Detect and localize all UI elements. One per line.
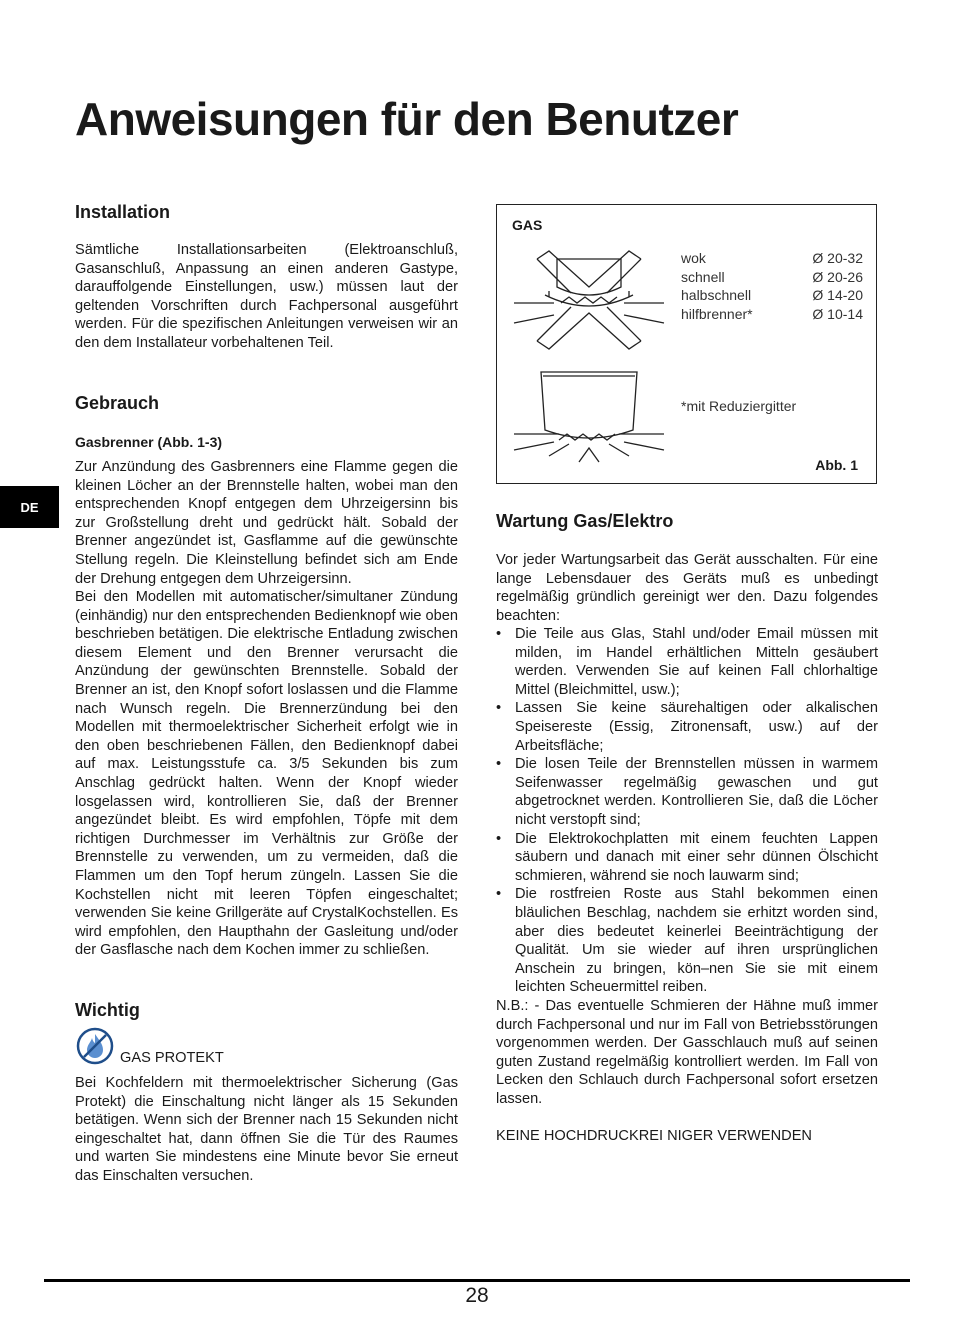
wartung-intro: Vor jeder Wartungsarbeit das Gerät ausschalten. Für eine lange Lebensdauer des Geräts muß es unbedingt regelmäßig gründlich gereinigt wer den. Dazu folgendes beachten: [496,552,878,624]
list-item: • Lassen Sie keine säurehaltigen oder alkalischen Speisereste (Essig, Zitronensaft, usw.) auf der Arbeitsfläche; [496,699,878,755]
language-tab: DE [0,486,59,528]
gas-protekt-label: GAS PROTEKT [120,1050,224,1066]
wartung-warning: KEINE HOCHDRUCKREI NIGER VERWENDEN [496,1128,812,1144]
wichtig-text: Bei Kochfeldern mit thermoelektrischer Sicherung (Gas Protekt) die Einschaltung nicht länger als 15 Sekunden betätigen. Wenn sich der Brenner nach 15 Sekunden nicht eingeschaltet hat, dann öffnen Sie die Tür des Raumes und warten Sie mindestens eine Minute bevor Sie erneut das Einschalten versuchen. [75,1075,458,1184]
wartung-bullet-list [496,625,878,997]
gebrauch-text-2: Bei den Modellen mit automatischer/simultaner Zündung (einhändig) nur den entsprechenden Bedienknopf wie oben beschrieben betätigen. Die elektrische Entladung zwischen diesem Element und den Brenner verursacht die Anzündung der gewünschten Brennstelle. Sobald der Brenner an ist, den Knopf sofort loslassen und die Flamme nach Wunsch regeln. Die Brennerzündung bei den Modellen mit thermoelektrischer Sicherheit erfolgt wie in den oben beschriebenen Fällen, den Bedienknopf dabei auf max. Leistungsstufe ca. 3/5 Sekunden bis zum Anschlag gedrückt halten. Wenn der Knopf wieder losgelassen wird, kontrollieren Sie, daß der Brenner angezündet bleibt. Es wird empfohlen, Töpfe mit dem richtigen Durchmesser im Verhältnis zur Größe der Brennstelle zu verwenden, um zu vermeiden, daß die Flammen um den Topf herum züngeln. Lassen Sie die Kochstellen nicht mit leeren Töpfen eingeschaltet; verwenden Sie keine Grillgeräte auf CrystalKochstellen. Es wird empfohlen, den Haupthahn der Gasleitung und/oder der Gasflasche nach dem Kochen immer zu schließen. [75,589,458,959]
wartung-heading: Wartung Gas/Elektro [496,511,674,531]
wok-burner-illustration [509,247,669,353]
installation-heading: Installation [75,202,171,222]
page-title: Anweisungen für den Benutzer [75,93,739,145]
pot-burner-illustration [509,370,669,470]
gasbrenner-subheading: Gasbrenner (Abb. 1-3) [75,434,223,450]
burner-row-schnell: schnell Ø 20-26 [681,268,863,285]
page-number: 28 [465,1284,489,1307]
figure-caption: Abb. 1 [815,457,858,473]
list-item: • Die Elektrokochplatten mit einem feuchten Lappen säubern und danach mit einer sehr dünnen Ölschicht schmieren, während sie noch lauwarm sind; [496,830,878,886]
burner-row-halbschnell: halbschnell Ø 14-20 [681,287,863,303]
burner-row-wok: wok Ø 20-32 [681,250,863,266]
figure-gas-label: GAS [512,217,543,233]
installation-text: Sämtliche Installationsarbeiten (Elektroanschluß, Gasanschluß, Anpassung an einen anderen Gastype, darauffolgende Einstellungen, usw.) müssen laut der geltenden Vorschriften durch Fachpersonal ausgeführt werden. Für die spezifischen Anleitungen verweisen wir an den dem Installateur vorbehaltenen Teil. [75,242,458,351]
figure-note: *mit Reduziergitter [681,398,797,414]
burner-row-hilfbrenner: hilfbrenner* Ø 10-14 [681,305,863,322]
wartung-nb: N.B.: - Das eventuelle Schmieren der Hähne muß immer durch Fachpersonal und nur im Fall von Betriebsstörungen vorgenommen werden. Der Gasschlauch muß auf seinen guten Zustand regelmäßig kontrolliert werden. Im Fall von Lecken den Schlauch durch Fachpersonal sofort ersetzen lassen. [496,998,878,1107]
wichtig-heading: Wichtig [75,1000,140,1020]
gebrauch-heading: Gebrauch [75,393,160,413]
footer-rule [44,1279,910,1282]
list-item: • Die Teile aus Glas, Stahl und/oder Email müssen mit milden, im Handel erhältlichen Mitteln gesäubert werden. Verwenden Sie auf keinen Fall chlorhaltige Mittel (Bleichmittel, usw.); [496,625,878,699]
gas-protekt-icon [76,1027,114,1065]
list-item: • Die rostfreien Roste aus Stahl bekommen einen bläulichen Beschlag, nachdem sie erhitzt worden sind, aber dies bedeutet keinerlei Beeinträchtigung der Qualität. Um sie wieder auf ihren ursprünglichen Anschein zu bringen, kön–nen Sie sie mit einem leichten Scheuermittel reiben. [496,885,878,997]
list-item: • Die losen Teile der Brennstellen müssen in warmem Seifenwasser regelmäßig gewaschen und gut abgetrocknet werden. Kontrollieren Sie, daß die Löcher nicht verstopft sind; [496,755,878,829]
burner-size-table [681,249,863,323]
gebrauch-text-1: Zur Anzündung des Gasbrenners eine Flamme gegen die kleinen Löcher an der Brennstelle halten, wobei man den entsprechenden Knopf entgegen dem Uhrzeigersinn bis zur Großstellung dreht und gedrückt hält. Sobald der Brenner angezündet ist, Gasflamme auf die gewünschte Stellung regeln. Die Kleinstellung befindet sich am Ende der Drehung entgegen dem Uhrzeigersinn. [75,459,458,587]
burner-figure [496,204,877,484]
